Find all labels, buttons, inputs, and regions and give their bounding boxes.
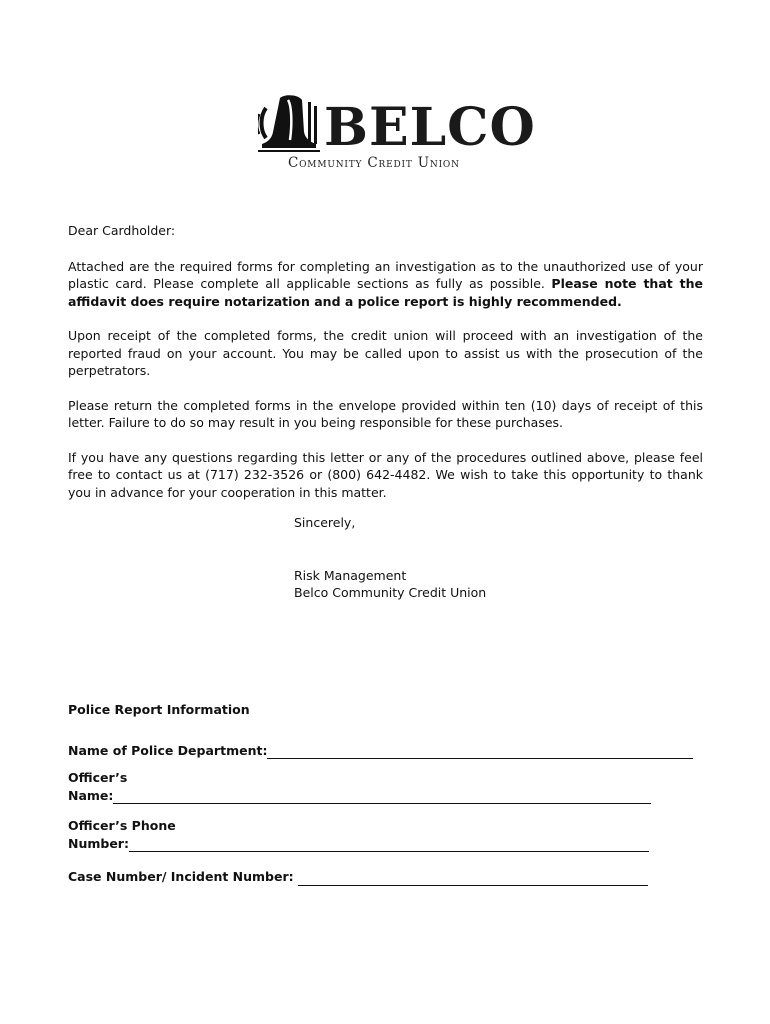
letter-body [68,222,703,518]
paragraph-1-bold: Please note that the affidavit does require notarization and a police report is highly recommended. [68,276,703,309]
officer-name-row [68,787,708,805]
paragraph-4: If you have any questions regarding this letter or any of the procedures outlined above, please feel free to contact us at (717) 232-3526 or (800) 642-4482. We wish to take this opportunity to thank you in advance for your cooperation in this matter. [68,449,703,500]
department-row [68,742,708,760]
signature-line-2: Belco Community Credit Union [294,585,487,600]
officer-name-label-2: Name: [68,787,114,803]
logo-wordmark: BELCO [324,97,536,158]
paragraph-1-text: Attached are the required forms for completing an investigation as to the unauthorized use of your plastic card. Please complete all applicable sections as fully as possible. [68,258,703,291]
officer-phone-row [68,835,708,853]
case-number-row [68,868,708,886]
department-label: Name of Police Department: [68,742,268,758]
signature-line-1: Risk Management [294,568,407,583]
paragraph-3: Please return the completed forms in the envelope provided within ten (10) days of receipt of this letter. Failure to do so may result in you being responsible for these purchases. [68,397,703,430]
closing: Sincerely, [294,515,356,530]
salutation: Dear Cardholder: [68,223,176,238]
officer-phone-label-2: Number: [68,835,129,851]
paragraph-2: Upon receipt of the completed forms, the credit union will proceed with an investigation of the reported fraud on your account. You may be called upon to assist us with the prosecution of the perpetrators. [68,328,703,378]
bell-icon [258,92,328,154]
case-number-label: Case Number/ Incident Number: [68,869,298,884]
case-number-field[interactable] [298,871,648,886]
officer-name-label-1: Officer’s [68,770,128,785]
police-report-title: Police Report Information [68,702,250,717]
police-report-section [68,701,708,886]
logo-tagline: Community Credit Union [288,155,460,171]
officer-name-field[interactable] [113,789,651,804]
officer-phone-field[interactable] [129,837,649,852]
officer-phone-label-1: Officer’s Phone [68,818,176,833]
paragraph-1 [68,258,703,311]
belco-logo [258,92,536,182]
department-field[interactable] [267,744,693,759]
